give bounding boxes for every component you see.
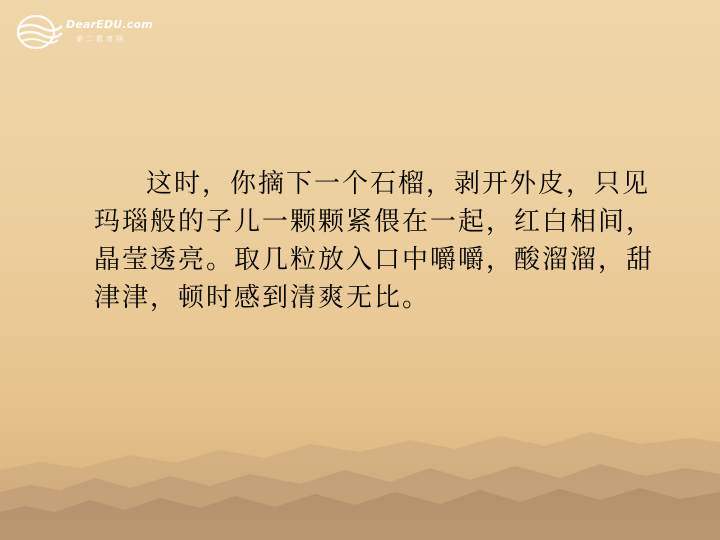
logo-tagline-text: 第二教育网 xyxy=(76,35,126,43)
logo-emblem-icon xyxy=(14,14,64,50)
site-logo[interactable] xyxy=(14,12,154,52)
passage-text: 这时，你摘下一个石榴，剥开外皮，只见玛瑙般的子儿一颗颗紧偎在一起，红白相间，晶莹透亮。取几粒放入口中嚼嚼，酸溜溜，甜津津，顿时感到清爽无比。 xyxy=(94,169,655,313)
logo-brand-text: DearEDU.com xyxy=(66,18,153,31)
